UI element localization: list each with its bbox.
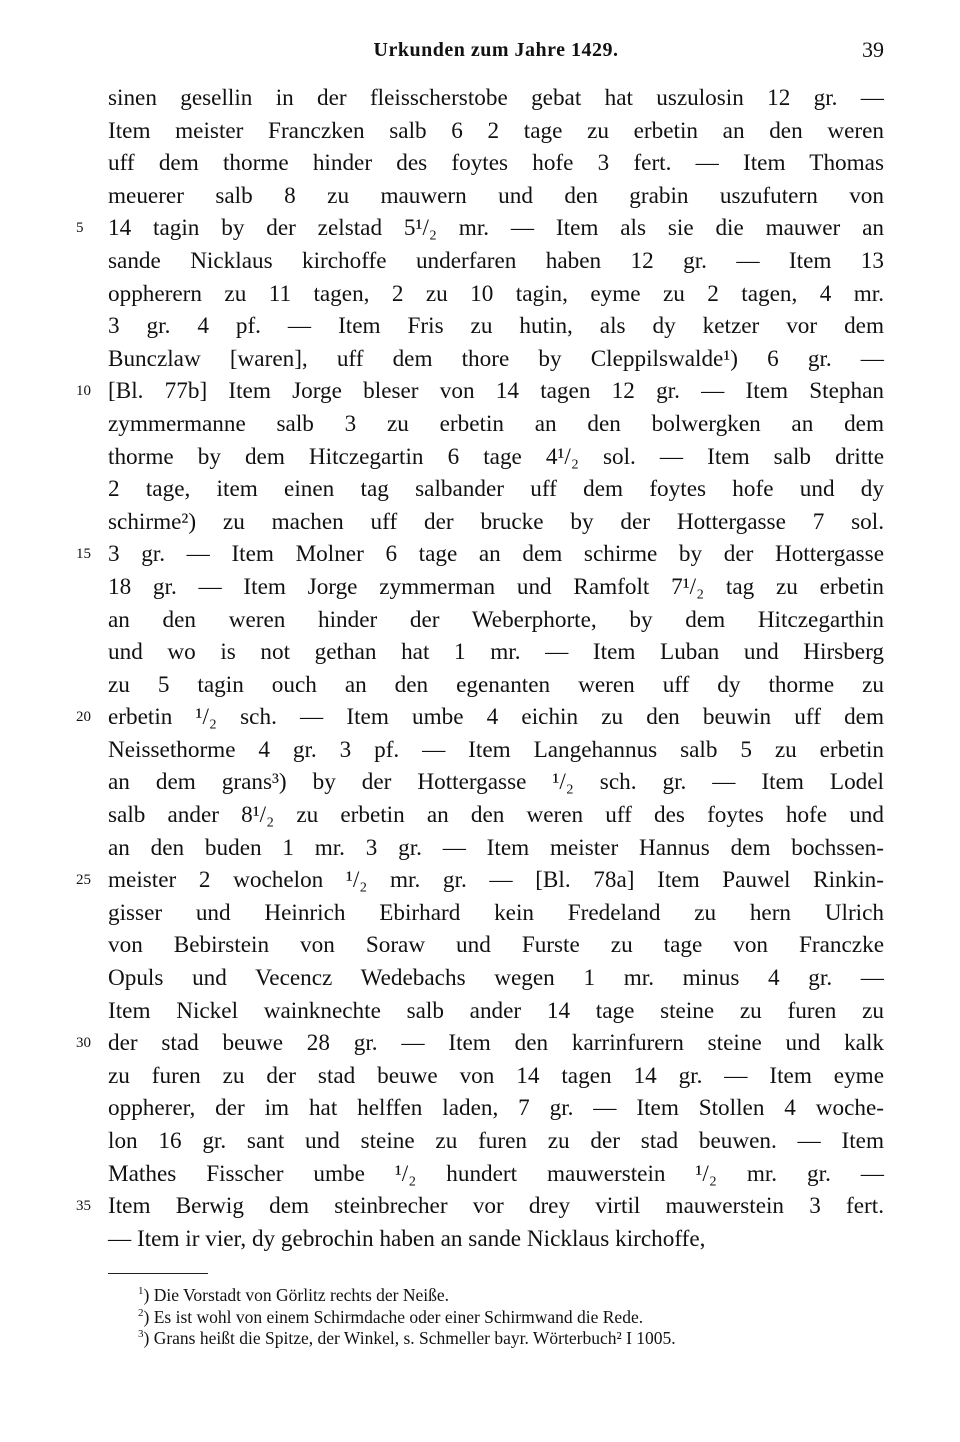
text-line (76, 538, 884, 571)
line-text: lon 16 gr. sant und steine zu furen zu der stad beuwen. — Item (108, 1128, 884, 1154)
line-number: 5 (76, 220, 84, 237)
text-line (108, 832, 884, 865)
footnote-rule (108, 1273, 208, 1274)
text-line (76, 375, 884, 408)
text-line (108, 147, 884, 180)
text-line (108, 506, 884, 539)
line-text: Neissethorme 4 gr. 3 pf. — Item Langehannus salb 5 zu erbetin (108, 736, 884, 763)
line-text: an den weren hinder der Weberphorte, by dem Hitczegarthin (108, 606, 884, 633)
text-line (76, 864, 884, 897)
footnote-mark: 1 (138, 1285, 144, 1298)
line-text: meister 2 wochelon ¹/₂ mr. gr. — [Bl. 78a] Item Pauwel Rinkin- (108, 867, 884, 894)
text-line (108, 115, 884, 148)
line-text: Opuls und Vecencz Wedebachs wegen 1 mr. minus 4 gr. — (108, 965, 884, 992)
line-text: uff dem thorme hinder des foytes hofe 3 fert. — Item Thomas (108, 150, 884, 177)
text-line (108, 1092, 884, 1125)
text-line (108, 962, 884, 995)
line-text: thorme by dem Hitczegartin 6 tage 4¹/₂ sol. — Item salb dritte (108, 443, 884, 470)
text-line (108, 343, 884, 376)
line-text: an dem grans³) by der Hottergasse ¹/₂ sch. gr. — Item Lodel (108, 769, 884, 796)
text-line (108, 278, 884, 311)
text-line (76, 701, 884, 734)
footnotes (138, 1285, 898, 1350)
text-line (108, 799, 884, 832)
text-line (108, 310, 884, 343)
text-line (108, 734, 884, 767)
footnote-mark: 2 (138, 1306, 144, 1319)
line-text: — Item ir vier, dy gebrochin haben an sande Nicklaus kirchoffe, (108, 1225, 706, 1252)
text-line (108, 180, 884, 213)
line-text: Item Berwig dem steinbrecher vor drey virtil mauwerstein 3 fert. (108, 1193, 884, 1220)
line-text: und wo is not gethan hat 1 mr. — Item Luban und Hirsberg (108, 639, 884, 666)
text-line (108, 604, 884, 637)
line-text: zu furen zu der stad beuwe von 14 tagen 14 gr. — Item eyme (108, 1062, 884, 1089)
text-line (108, 929, 884, 962)
footnote-mark: 3 (138, 1328, 144, 1341)
line-text: oppherern zu 11 tagen, 2 zu 10 tagin, eyme zu 2 tagen, 4 mr. (108, 280, 884, 307)
text-line (108, 571, 884, 604)
line-text: erbetin ¹/₂ sch. — Item umbe 4 eichin zu den beuwin uff dem (108, 704, 884, 731)
text-line (76, 1027, 884, 1060)
line-text: der stad beuwe 28 gr. — Item den karrinfurern steine und kalk (108, 1030, 884, 1057)
line-text: Item meister Franczken salb 6 2 tage zu erbetin an den weren (108, 117, 884, 144)
line-text: sande Nicklaus kirchoffe underfaren haben 12 gr. — Item 13 (108, 247, 884, 274)
footnote (138, 1307, 898, 1329)
line-text: salb ander 8¹/₂ zu erbetin an den weren uff des foytes hofe und (108, 802, 884, 829)
text-line (108, 766, 884, 799)
line-text: zymmermanne salb 3 zu erbetin an den bolwergken an dem (108, 410, 884, 437)
line-number: 25 (76, 872, 91, 889)
line-text: 3 gr. 4 pf. — Item Fris zu hutin, als dy ketzer vor dem (108, 313, 884, 340)
line-text: 2 tage, item einen tag salbander uff dem foytes hofe und dy (108, 476, 884, 503)
text-line (108, 473, 884, 506)
footnote (138, 1285, 898, 1307)
text-line (108, 82, 884, 115)
line-text: an den buden 1 mr. 3 gr. — Item meister Hannus dem bochssen- (108, 834, 884, 861)
line-number: 15 (76, 546, 91, 563)
line-text: Bunczlaw [waren], uff dem thore by Cleppilswalde¹) 6 gr. — (108, 345, 884, 372)
line-number: 30 (76, 1035, 91, 1052)
text-line (108, 441, 884, 474)
page-header (108, 34, 884, 66)
line-text: von Bebirstein von Soraw und Furste zu tage von Franczke (108, 932, 884, 959)
text-line (108, 1060, 884, 1093)
line-text: Mathes Fisscher umbe ¹/₂ hundert mauwerstein ¹/₂ mr. gr. — (108, 1160, 884, 1187)
footnote (138, 1328, 898, 1350)
line-text: sinen gesellin in der fleisscherstobe gebat hat uszulosin 12 gr. — (108, 85, 884, 111)
text-line (108, 1158, 884, 1191)
line-number: 35 (76, 1198, 91, 1215)
footnote-mark-paren: ) (143, 1306, 154, 1327)
line-text: Item Nickel wainknechte salb ander 14 tage steine zu furen zu (108, 997, 884, 1024)
line-text: 14 tagin by der zelstad 5¹/₂ mr. — Item als sie die mauwer an (108, 215, 884, 242)
text-line (108, 1223, 884, 1256)
footnote-text: Grans heißt die Spitze, der Winkel, s. Schmeller bayr. Wörterbuch² I 1005. (153, 1328, 676, 1348)
text-line (76, 212, 884, 245)
text-line (108, 897, 884, 930)
line-number: 10 (76, 383, 91, 400)
text-line (108, 669, 884, 702)
text-line (108, 245, 884, 278)
footnote-mark-paren: ) (143, 1285, 154, 1305)
page-number: 39 (862, 37, 884, 62)
text-line (76, 1190, 884, 1223)
line-text: 3 gr. — Item Molner 6 tage an dem schirme by der Hottergasse (108, 541, 884, 568)
text-line (108, 408, 884, 441)
line-number: 20 (76, 709, 91, 726)
text-line (108, 1125, 884, 1158)
running-title: Urkunden zum Jahre 1429. (373, 39, 619, 61)
line-text: zu 5 tagin ouch an den egenanten weren uff dy thorme zu (108, 671, 884, 698)
line-text: gisser und Heinrich Ebirhard kein Fredeland zu hern Ulrich (108, 899, 884, 926)
footnote-text: Es ist wohl von einem Schirmdache oder einer Schirmwand die Rede. (153, 1306, 644, 1327)
main-text (76, 82, 884, 1255)
line-text: [Bl. 77b] Item Jorge bleser von 14 tagen 12 gr. — Item Stephan (108, 378, 884, 405)
text-line (108, 636, 884, 669)
line-text: 18 gr. — Item Jorge zymmerman und Ramfolt 7¹/₂ tag zu erbetin (108, 573, 884, 600)
line-text: oppherer, der im hat helffen laden, 7 gr. — Item Stollen 4 woche- (108, 1095, 884, 1122)
text-line (108, 995, 884, 1028)
footnote-text: Die Vorstadt von Görlitz rechts der Neiße. (153, 1285, 450, 1305)
line-text: schirme²) zu machen uff der brucke by der Hottergasse 7 sol. (108, 508, 884, 535)
line-text: meuerer salb 8 zu mauwern und den grabin uszufutern von (108, 182, 884, 209)
footnote-mark-paren: ) (143, 1328, 154, 1348)
